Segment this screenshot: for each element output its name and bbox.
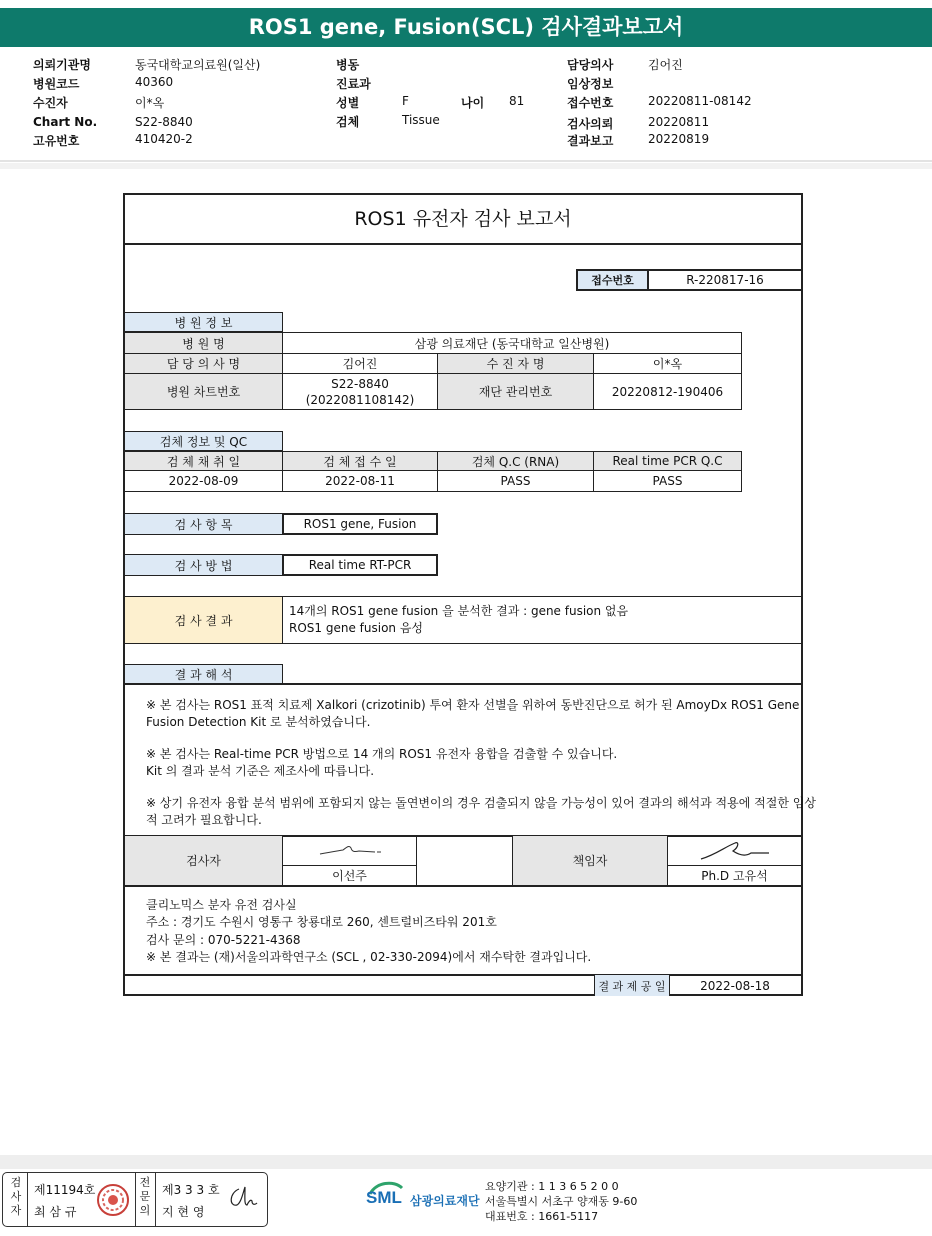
chart-value [282, 373, 438, 410]
lab-info-line: 클리노믹스 분자 유전 검사실 [146, 898, 297, 912]
receipt-label: 접수번호 [576, 269, 649, 291]
doctor-value: 김어진 [282, 353, 438, 374]
field-label: 고유번호 [33, 134, 80, 148]
signature-icon [695, 839, 775, 863]
field-value: F [402, 94, 409, 108]
receipt-value: R-220817-16 [647, 269, 801, 291]
field-label: 진료과 [336, 77, 371, 91]
field-value: 김어진 [648, 58, 683, 72]
hospital-section-label: 병 원 정 보 [125, 312, 283, 332]
field-label: Chart No. [33, 115, 98, 129]
lab-info-line: 주소 : 경기도 수원시 영통구 창룡대로 260, 센트럴비즈타워 201호 [146, 915, 497, 929]
specimen-value: PASS [593, 470, 742, 492]
provide-date-value: 2022-08-18 [700, 978, 770, 993]
field-label: 담당의사 [567, 58, 614, 72]
field-value: 81 [509, 94, 525, 108]
vertical-char: 의 [139, 1204, 151, 1217]
responsible-name: Ph.D 고유석 [667, 865, 801, 886]
lab-info-line: 검사 문의 : 070-5221-4368 [146, 933, 301, 947]
specialist-license: 제3 3 3 호 [162, 1183, 220, 1197]
field-value: 20220811 [648, 115, 710, 129]
examiner-name: 최 삼 규 [34, 1205, 77, 1219]
examiner-signature [282, 836, 417, 866]
divider [27, 1173, 28, 1226]
specimen-header: 검 체 접 수 일 [282, 451, 438, 471]
hospital-name-value: 삼광 의료재단 (동국대학교 일산병원) [282, 332, 742, 354]
test-method-label: 검 사 방 법 [125, 554, 283, 576]
result-value [282, 596, 801, 644]
responsible-label: 책임자 [512, 836, 668, 886]
divider [155, 1173, 156, 1226]
certification-box [2, 1172, 268, 1227]
chart-label: 병원 차트번호 [125, 373, 283, 410]
examiner-name: 이선주 [282, 865, 417, 886]
field-value: 410420-2 [135, 132, 193, 146]
field-value: 20220811-08142 [648, 94, 752, 108]
field-label: 결과보고 [567, 134, 614, 148]
foundation-value: 20220812-190406 [593, 373, 742, 410]
org-name: 삼광의료재단 [410, 1194, 480, 1208]
examiner-license: 제11194호 [34, 1183, 96, 1197]
chart-value-line: (2022081108142) [305, 392, 415, 407]
divider [0, 160, 932, 162]
test-item-value: ROS1 gene, Fusion [282, 513, 438, 535]
vertical-char: 검 [10, 1176, 22, 1189]
field-label: 의뢰기관명 [33, 58, 91, 72]
divider [125, 683, 801, 685]
result-line: 14개의 ROS1 gene fusion 을 분석한 결과 : gene fusion 없음 [289, 604, 629, 618]
field-value: Tissue [402, 113, 440, 127]
interpretation-line: Fusion Detection Kit 로 분석하였습니다. [146, 715, 371, 729]
foundation-label: 재단 관리번호 [437, 373, 594, 410]
field-label: 성별 [336, 96, 360, 110]
test-item-label: 검 사 항 목 [125, 513, 283, 535]
specimen-value: 2022-08-09 [125, 470, 283, 492]
doctor-label: 담 당 의 사 명 [125, 353, 283, 374]
footer-divider [0, 1155, 932, 1169]
field-label: 접수번호 [567, 96, 614, 110]
patient-label: 수 진 자 명 [437, 353, 594, 374]
blank-cell [416, 836, 513, 886]
interpretation-label: 결 과 해 석 [125, 664, 283, 684]
field-label: 병동 [336, 58, 360, 72]
result-label: 검 사 결 과 [125, 596, 283, 644]
divider [135, 1173, 136, 1226]
report-heading: ROS1 유전자 검사 보고서 [125, 195, 801, 245]
interpretation-line: ※ 본 검사는 ROS1 표적 치료제 Xalkori (crizotinib) 투여 환자 선별을 위하여 동반진단으로 허가 된 AmoyDx ROS1 Gene [146, 698, 800, 712]
specimen-header: Real time PCR Q.C [593, 451, 742, 471]
specimen-value: PASS [437, 470, 594, 492]
field-label: 임상정보 [567, 77, 614, 91]
result-line: ROS1 gene fusion 음성 [289, 621, 424, 635]
examiner-vertical-label [9, 1177, 23, 1216]
report-title-bar: ROS1 gene, Fusion(SCL) 검사결과보고서 [0, 8, 932, 47]
field-value: S22-8840 [135, 115, 193, 129]
vertical-char: 전 [139, 1176, 151, 1189]
signature-icon [315, 841, 385, 861]
field-label: 나이 [461, 96, 485, 110]
signature-icon [225, 1183, 261, 1213]
field-value: 40360 [135, 75, 174, 89]
vertical-char: 자 [10, 1204, 22, 1217]
interpretation-line: ※ 본 검사는 Real-time PCR 방법으로 14 개의 ROS1 유전자 융합을 검출할 수 있습니다. [146, 747, 618, 761]
specimen-section-label: 검체 정보 및 QC [125, 431, 283, 451]
field-value: 20220819 [648, 132, 710, 146]
specialist-vertical-label [138, 1177, 152, 1216]
specialist-name: 지 현 영 [162, 1205, 205, 1219]
interpretation-line: 적 고려가 필요합니다. [146, 813, 262, 827]
sml-logo [366, 1180, 406, 1216]
test-method-value: Real time RT-PCR [282, 554, 438, 576]
header-row [33, 56, 91, 73]
patient-value: 이*옥 [593, 353, 742, 374]
report-document [123, 193, 816, 996]
field-label: 병원코드 [33, 77, 80, 91]
seal-icon [96, 1183, 130, 1217]
specimen-header: 검 체 채 취 일 [125, 451, 283, 471]
interpretation-line: Kit 의 결과 분석 기준은 제조사에 따릅니다. [146, 764, 375, 778]
org-info-line: 대표번호 : 1661-5117 [485, 1210, 599, 1223]
lab-info-line: ※ 본 결과는 (재)서울의과학연구소 (SCL , 02-330-2094)에서 재수탁한 결과입니다. [146, 950, 592, 964]
examiner-label: 검사자 [125, 836, 283, 886]
org-info-line: 요양기관 : 1 1 3 6 5 2 0 0 [485, 1180, 619, 1193]
field-value: 동국대학교의료원(일산) [135, 58, 261, 72]
hospital-name-label: 병 원 명 [125, 332, 283, 354]
divider [125, 885, 801, 887]
vertical-char: 문 [139, 1190, 151, 1203]
divider [0, 163, 932, 169]
provide-date-label: 결 과 제 공 일 [594, 975, 670, 996]
chart-value-line: S22-8840 [331, 376, 389, 391]
field-value: 이*옥 [135, 96, 165, 110]
vertical-char: 사 [10, 1190, 22, 1203]
interpretation-line: ※ 상기 유전자 융합 분석 범위에 포함되지 않는 돌연변이의 경우 검출되지 않을 가능성이 있어 결과의 해석과 적용에 적절한 임상 [146, 796, 816, 810]
org-info [485, 1179, 637, 1224]
field-label: 검사의뢰 [567, 117, 614, 131]
org-info-line: 서울특별시 서초구 양재동 9-60 [485, 1195, 638, 1208]
field-label: 수진자 [33, 96, 68, 110]
field-label: 검체 [336, 115, 360, 129]
specimen-header: 검체 Q.C (RNA) [437, 451, 594, 471]
specimen-value: 2022-08-11 [282, 470, 438, 492]
logo-text: SML [366, 1188, 402, 1207]
responsible-signature [667, 836, 801, 866]
